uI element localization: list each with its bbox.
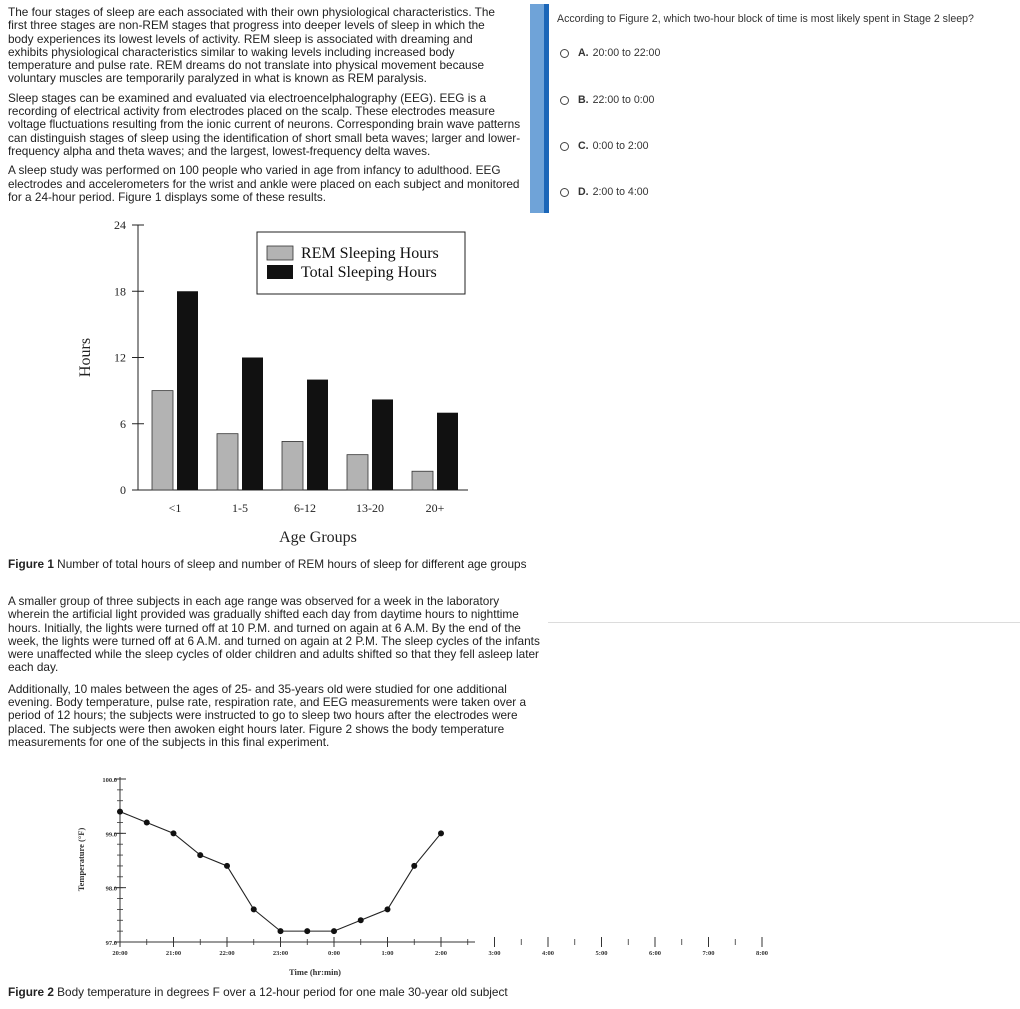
data-point-7 (304, 928, 310, 934)
bar-rem-3 (347, 455, 368, 490)
x-tick-label: 13-20 (356, 501, 384, 515)
y-tick-label: 18 (114, 284, 126, 299)
y-tick-label: 98.0 (105, 885, 117, 893)
figure-1-chart (60, 214, 480, 554)
x-tick-label: 20:00 (112, 950, 128, 957)
answer-option-d[interactable] (560, 186, 649, 198)
x-tick-label: 6:00 (649, 950, 661, 957)
passage-paragraph-3: A sleep study was performed on 100 people who varied in age from infancy to adulthood. EEG electrodes and accelerometers for the wrist and ankle were placed on each subject and monitored for a 24-hour period. Figure 1 displays some of these results. (8, 163, 520, 204)
x-tick-label: 6-12 (294, 501, 316, 515)
radio-button-b[interactable] (560, 96, 569, 105)
data-point-2 (171, 830, 177, 836)
question-accent-bar-dark (544, 4, 549, 213)
radio-button-d[interactable] (560, 188, 569, 197)
x-tick-label: 21:00 (165, 950, 182, 957)
answer-option-c[interactable] (560, 140, 649, 152)
option-letter: B. (578, 94, 589, 106)
y-tick-label: 12 (114, 350, 126, 365)
option-text: 0:00 to 2:00 (592, 140, 649, 152)
figure-2-label: Figure 2 (8, 985, 54, 999)
y-tick-label: 97.0 (105, 940, 117, 947)
legend-swatch-total (267, 265, 293, 279)
passage-paragraph-1: The four stages of sleep are each associated with their own physiological characteristics. The first three stages are non-REM stages that progress into deeper levels of sleep in which the body experiences its lowest levels of activity. REM sleep is associated with dreaming and exhibits physiological characteristics similar to waking levels including increased body temperature and pulse rate. REM dreams do not translate into physical movement because voluntary muscles are temporarily paralyzed in what is known as REM paralysis. (8, 5, 495, 86)
option-letter: C. (578, 140, 589, 152)
legend-label-total: Total Sleeping Hours (301, 264, 437, 281)
y-axis-title: Temperature (°F) (76, 827, 86, 892)
legend-swatch-rem (267, 246, 293, 260)
data-point-11 (411, 863, 417, 869)
data-point-8 (331, 928, 337, 934)
legend-label-rem: REM Sleeping Hours (301, 245, 439, 262)
bar-total-1 (242, 358, 263, 491)
data-point-10 (385, 906, 391, 912)
radio-button-c[interactable] (560, 142, 569, 151)
x-tick-label: 1-5 (232, 501, 248, 515)
panel-divider (548, 622, 1020, 623)
question-text: According to Figure 2, which two-hour block of time is most likely spent in Stage 2 sleep? (557, 13, 974, 25)
figure-2-chart (70, 770, 768, 982)
temperature-line (120, 812, 441, 932)
data-point-9 (358, 917, 364, 923)
bar-total-3 (372, 399, 393, 490)
answer-option-b[interactable] (560, 94, 654, 106)
y-tick-label: 6 (120, 416, 126, 431)
bar-total-0 (177, 291, 198, 490)
x-tick-label: 22:00 (219, 950, 235, 957)
legend-box (257, 232, 465, 294)
x-axis-title: Age Groups (279, 529, 357, 546)
y-tick-label: 24 (114, 218, 126, 232)
figure-1-caption-text: Number of total hours of sleep and number of REM hours of sleep for different age groups (53, 557, 527, 571)
option-text: 22:00 to 0:00 (592, 94, 655, 106)
y-tick-label: 99.0 (105, 831, 117, 839)
data-point-5 (251, 906, 257, 912)
bar-rem-1 (217, 434, 238, 490)
bar-rem-2 (282, 441, 303, 490)
bar-total-2 (307, 380, 328, 490)
passage-section (8, 6, 543, 210)
bar-rem-0 (152, 391, 173, 490)
option-letter: D. (578, 186, 589, 198)
y-axis-title: Hours (77, 337, 94, 378)
y-tick-label: 0 (120, 483, 126, 497)
data-point-1 (144, 819, 150, 825)
x-tick-label: 7:00 (702, 950, 715, 957)
figure-1-label: Figure 1 (8, 557, 54, 571)
figure-2-caption-text: Body temperature in degrees F over a 12-hour period for one male 30-year old subject (53, 985, 508, 999)
bar-rem-4 (412, 471, 433, 490)
data-point-4 (224, 863, 230, 869)
option-letter: A. (578, 47, 589, 59)
x-tick-label: 5:00 (595, 950, 608, 957)
x-tick-label: 0:00 (328, 950, 340, 957)
figure-1-svg (60, 214, 480, 554)
figure-2-caption (8, 986, 548, 999)
question-accent-bar (530, 4, 544, 213)
bar-total-4 (437, 413, 458, 490)
x-tick-label: <1 (168, 501, 182, 515)
option-text: 2:00 to 4:00 (592, 186, 649, 198)
passage-paragraph-5: Additionally, 10 males between the ages of 25- and 35-years old were studied for one additional evening. Body temperature, pulse rate, respiration rate, and EEG measurements were taken over a period of 12 hours; the subjects were instructed to go to sleep two hours after the electrodes were placed. The subjects were then awoken eight hours later. Figure 2 shows the body temperature measurements for one of the subjects in this final experiment. (8, 681, 527, 749)
x-tick-label: 23:00 (272, 950, 289, 957)
answer-option-a[interactable] (560, 47, 660, 59)
x-tick-label: 20+ (425, 501, 445, 515)
passage-paragraph-2: Sleep stages can be examined and evaluated via electroencelphalography (EEG). EEG is a recording of electrical activity from electrodes placed on the scalp. These electrodes measure voltage fluctuations resulting from the ionic current of neurons. Corresponding brain wave patterns can distinguish stages of sleep using the identification of short small beta waves; larger and lower-frequency alpha and theta waves; and the largest, lowest-frequency delta waves. (8, 90, 521, 158)
data-point-6 (278, 928, 284, 934)
x-tick-label: 1:00 (381, 950, 394, 957)
data-point-12 (438, 830, 444, 836)
passage-paragraph-4: A smaller group of three subjects in each age range was observed for a week in the laboratory wherein the artificial light provided was gradually shifted each day from daytime hours to nighttime hours. Initially, the lights were turned off at 10 P.M. and turned on again at 6 A.M. By the end of the week, the lights were turned off at 6 A.M. and turned on again at 2 P.M. The sleep cycles of the infants were unaffected while the sleep cycles of older children and adults shifted so that they fell asleep later each day. (8, 594, 540, 675)
figure-2-svg (70, 770, 768, 982)
x-tick-label: 4:00 (542, 950, 554, 957)
radio-button-a[interactable] (560, 49, 569, 58)
x-axis-title: Time (hr:min) (288, 967, 342, 977)
figure-1-caption (8, 558, 533, 571)
y-tick-label: 100.0 (102, 777, 117, 784)
x-tick-label: 8:00 (756, 950, 768, 957)
x-tick-label: 2:00 (435, 950, 447, 957)
question-panel (530, 4, 1020, 214)
data-point-3 (197, 852, 203, 858)
passage-section-2 (8, 595, 543, 757)
option-text: 20:00 to 22:00 (592, 47, 661, 59)
data-point-0 (117, 809, 123, 815)
x-tick-label: 3:00 (488, 950, 501, 957)
